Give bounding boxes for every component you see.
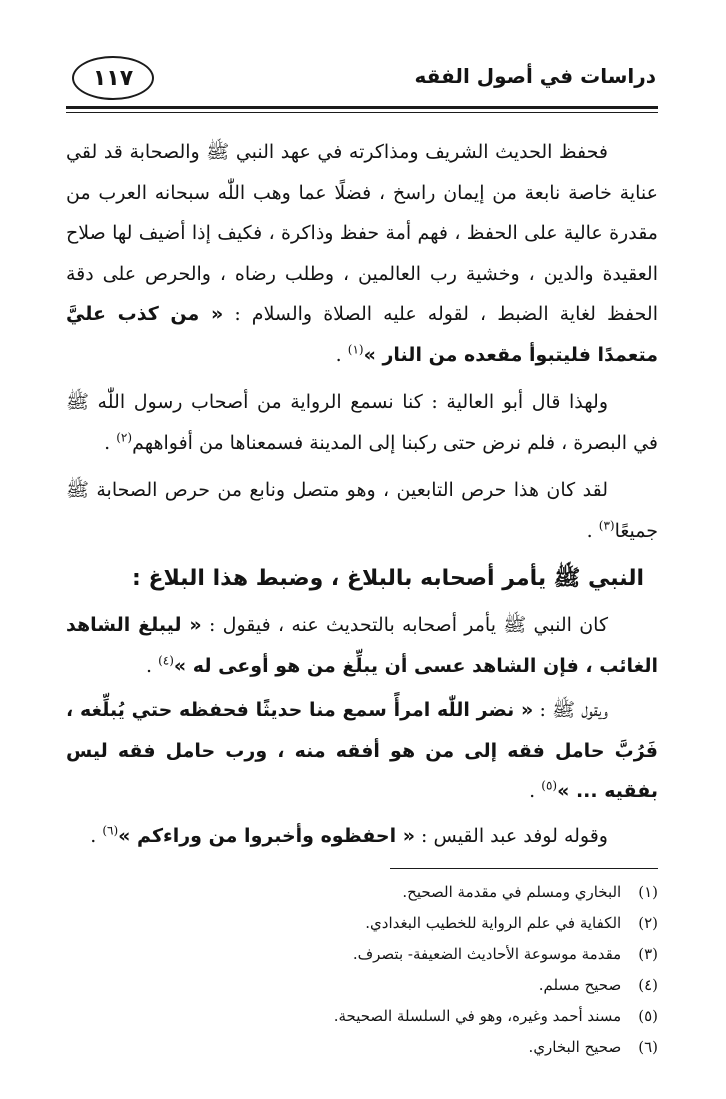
footnote-ref: (٢) <box>116 430 133 445</box>
footnote-text: البخاري ومسلم في مقدمة الصحيح. <box>402 883 622 901</box>
footnote-number: (٥) <box>638 1007 658 1025</box>
running-title: دراسات في أصول الفقه <box>414 64 656 88</box>
paragraph-text: فحفظ الحديث الشريف ومذاكرته في عهد النبي ﷺ والصحابة قد لقي عناية خاصة نابعة من إيمان راسخ ، فضلًا عما وهب اللّٰه سبحانه العرب من مقدرة عالية على الحفظ ، فهم أمة حفظ وذاكرة ، فكيف إذا أضيف لها صلاح العقيدة والدين ، وخشية رب العالمين ، وطلب رضاه ، والحرص على دقة الحفظ لغاية الضبط ، لقوله عليه الصلاة والسلام : <box>66 141 658 325</box>
paragraph-text: كان النبي ﷺ يأمر أصحابه بالتحديث عنه ، فيقول : <box>201 614 608 636</box>
hadith-quote: « ليبلغ الشاهد الغائب ، فإن الشاهد عسى أن يبلِّغ من هو أوعى له » <box>66 614 658 677</box>
paragraph-text: ويقول ﷺ : <box>533 699 608 721</box>
paragraph-nadara <box>66 690 658 812</box>
hadith-quote: « نضر اللّٰه امرأً سمع منا حديثًا فحفظه حتي يُبلِّغه ، فَرُبَّ حامل فقه إلى من هو أفقه منه ، ورب حامل فقه ليس بفقيه ... » <box>66 699 658 802</box>
footnote-text: مقدمة موسوعة الأحاديث الضعيفة- بتصرف. <box>352 945 622 963</box>
page-header <box>66 56 658 104</box>
footnote-ref: (٤) <box>158 653 174 668</box>
header-rule-thin <box>66 112 658 113</box>
book-page <box>66 56 658 1063</box>
footnote-ref: (٦) <box>102 823 119 838</box>
paragraph-abu-al-aliyah <box>66 382 658 463</box>
paragraph-tabieen <box>66 470 658 551</box>
paragraph-end: . <box>90 824 103 847</box>
footnote-item <box>66 1032 658 1063</box>
footnote-text: الكفاية في علم الرواية للخطيب البغدادي. <box>365 914 622 932</box>
footnote-ref: (٥) <box>541 778 558 793</box>
paragraph-end: . <box>529 780 542 802</box>
hadith-quote: « من كذب عليَّ متعمدًا فليتبوأ مقعده من النار » <box>66 303 658 366</box>
paragraph-end: . <box>335 343 348 366</box>
paragraph-text: وقوله لوفد عبد القيس : <box>415 824 608 847</box>
paragraph-end: . <box>104 431 117 454</box>
header-rule-thick <box>66 106 658 109</box>
paragraph-text: ولهذا قال أبو العالية : كنا نسمع الرواية من أصحاب رسول اللّٰه ﷺ في البصرة ، فلم نرض حتى ركبنا إلى المدينة فسمعناها من أفواههم <box>66 391 658 454</box>
footnotes-separator <box>390 868 658 869</box>
hadith-quote: « احفظوه وأخبروا من وراءكم » <box>118 824 415 847</box>
page-number: ١١٧ <box>72 56 154 100</box>
footnote-number: (١) <box>638 883 658 901</box>
footnote-text: صحيح البخاري. <box>528 1038 622 1056</box>
footnote-item <box>66 970 658 1001</box>
paragraph-text: لقد كان هذا حرص التابعين ، وهو متصل ونابع من حرص الصحابة ﷺ جميعًا <box>66 479 658 542</box>
footnote-item <box>66 939 658 970</box>
paragraph-end: . <box>145 654 159 677</box>
footnote-item <box>66 877 658 908</box>
footnote-ref: (١) <box>347 342 364 357</box>
footnote-item <box>66 908 658 939</box>
paragraph-end: . <box>586 519 599 542</box>
footnote-ref: (٣) <box>598 518 615 533</box>
main-text <box>66 132 658 856</box>
section-heading: النبي ﷺ يأمر أصحابه بالبلاغ ، وضبط هذا البلاغ : <box>131 566 644 591</box>
footnote-number: (٦) <box>638 1038 658 1056</box>
paragraph-conveying <box>66 605 658 686</box>
footnote-number: (٣) <box>638 945 658 963</box>
paragraph-hadith-preservation <box>66 132 658 375</box>
paragraph-abd-al-qays <box>66 816 658 857</box>
footnote-number: (٢) <box>638 914 658 932</box>
footnote-number: (٤) <box>638 976 658 994</box>
footnote-text: صحيح مسلم. <box>538 976 622 994</box>
footnote-text: مسند أحمد وغيره، وهو في السلسلة الصحيحة. <box>333 1007 622 1025</box>
footnote-item <box>66 1001 658 1032</box>
footnotes-list <box>66 877 658 1063</box>
